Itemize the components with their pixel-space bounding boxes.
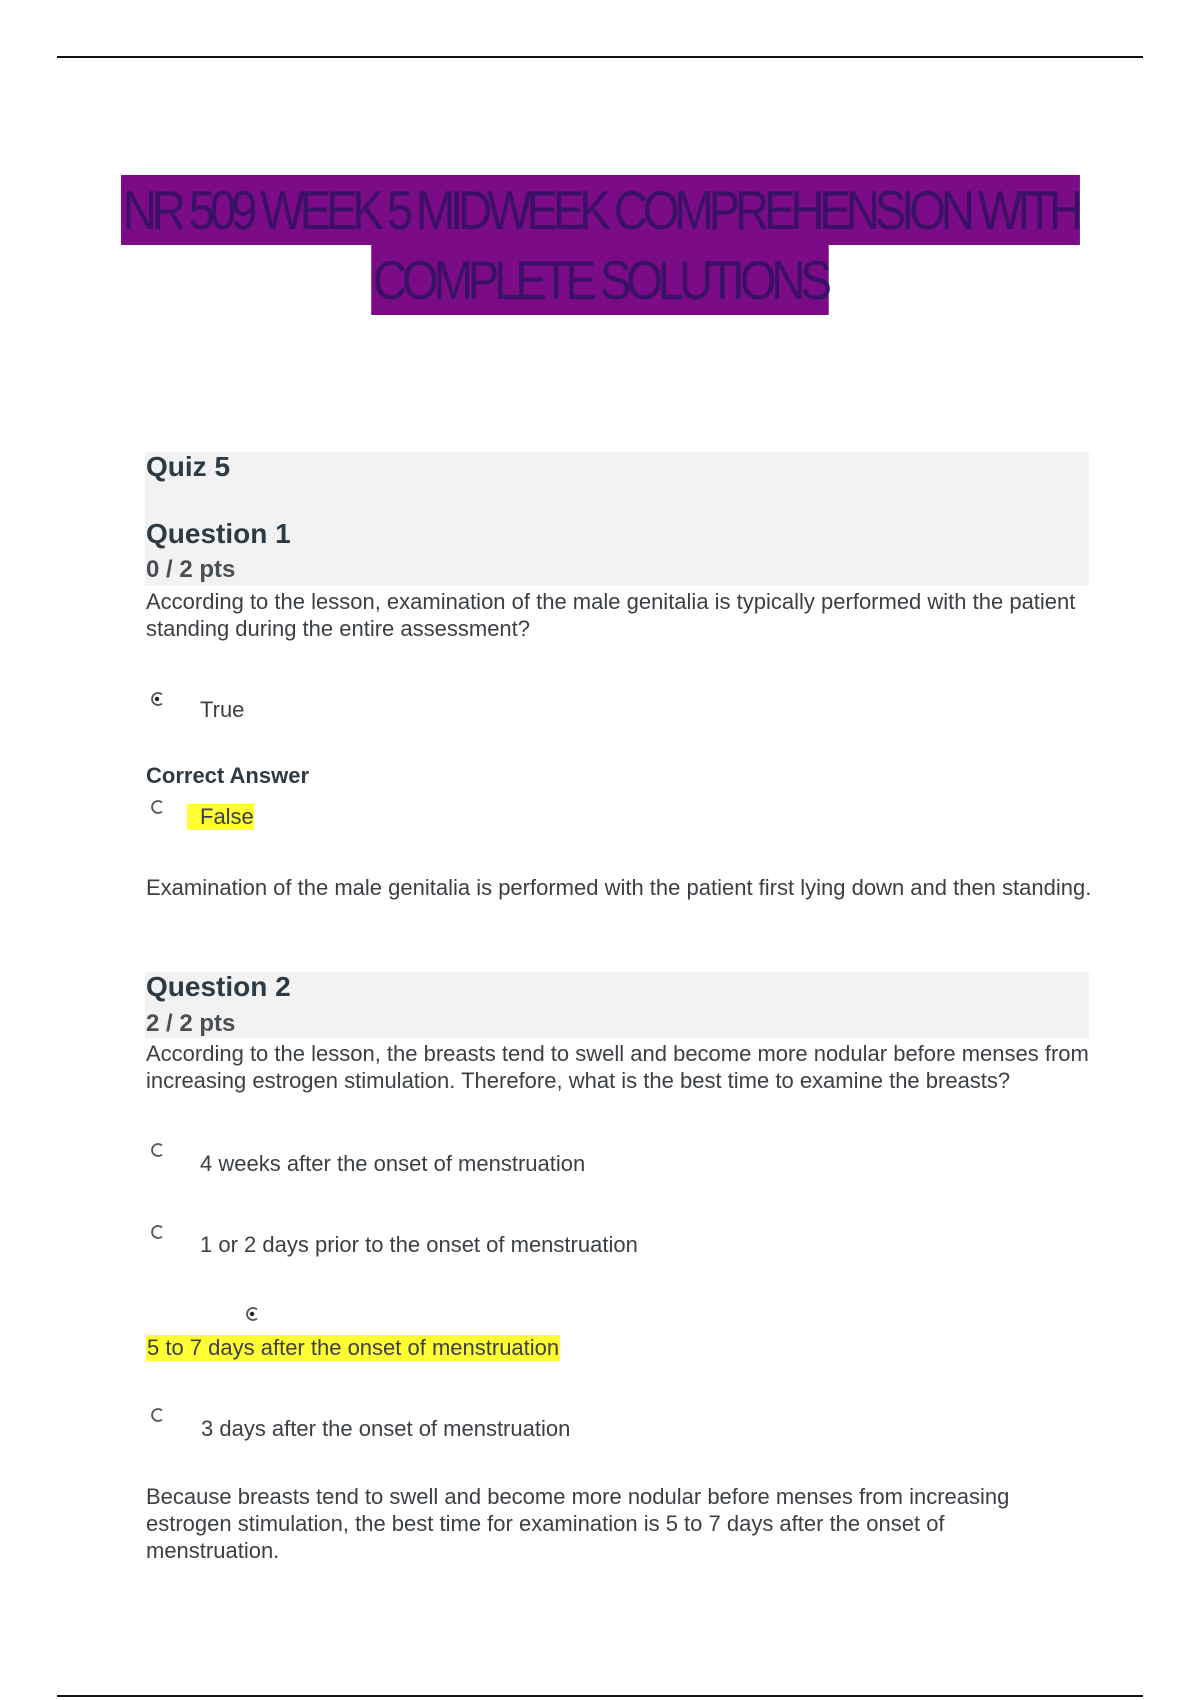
- question-1-text: According to the lesson, examination of the male genitalia is typically performed with the patient standing during the entire assessment?: [146, 589, 1076, 641]
- title-line-2: COMPLETE SOLUTIONS: [371, 245, 828, 315]
- question-1-correct-answer[interactable]: False: [187, 804, 254, 830]
- question-2-option-1[interactable]: 4 weeks after the onset of menstruation: [200, 1151, 586, 1176]
- radio-selected-icon[interactable]: [244, 1306, 260, 1322]
- radio-unselected-icon[interactable]: [149, 1407, 165, 1423]
- question-2-text: According to the lesson, the breasts tend to swell and become more nodular before menses from increasing estrogen stimulation. Therefore, what is the best time to examine the breasts?: [146, 1041, 1089, 1093]
- radio-unselected-icon[interactable]: [149, 1224, 165, 1240]
- radio-unselected-icon[interactable]: [149, 1142, 165, 1158]
- question-1-points: 0 / 2 pts: [146, 556, 236, 583]
- bottom-rule: [57, 1695, 1143, 1697]
- radio-unselected-icon[interactable]: [149, 799, 165, 815]
- radio-selected-icon[interactable]: [149, 691, 165, 707]
- title-line-1: NR 509 WEEK 5 MIDWEEK COMPREHENSION WITH: [121, 175, 1080, 245]
- question-2-points: 2 / 2 pts: [146, 1010, 236, 1037]
- question-2-explanation: Because breasts tend to swell and become more nodular before menses from increasing estrogen stimulation, the best time for examination is 5 to 7 days after the onset of menstruation.: [146, 1484, 1010, 1563]
- top-rule: [57, 56, 1143, 58]
- document-title: [0, 175, 1200, 315]
- question-1-selected-answer[interactable]: True: [200, 697, 245, 722]
- question-2-title: Question 2: [146, 971, 291, 1002]
- question-2-option-2[interactable]: 1 or 2 days prior to the onset of menstruation: [200, 1232, 638, 1257]
- quiz-title: Quiz 5: [146, 451, 231, 482]
- question-1-explanation: Examination of the male genitalia is performed with the patient first lying down and then standing.: [146, 875, 1092, 900]
- question-1-title: Question 1: [146, 518, 291, 549]
- correct-answer-label: Correct Answer: [146, 763, 310, 788]
- question-2-option-4[interactable]: 3 days after the onset of menstruation: [201, 1416, 571, 1441]
- question-2-option-3[interactable]: 5 to 7 days after the onset of menstruation: [147, 1335, 560, 1360]
